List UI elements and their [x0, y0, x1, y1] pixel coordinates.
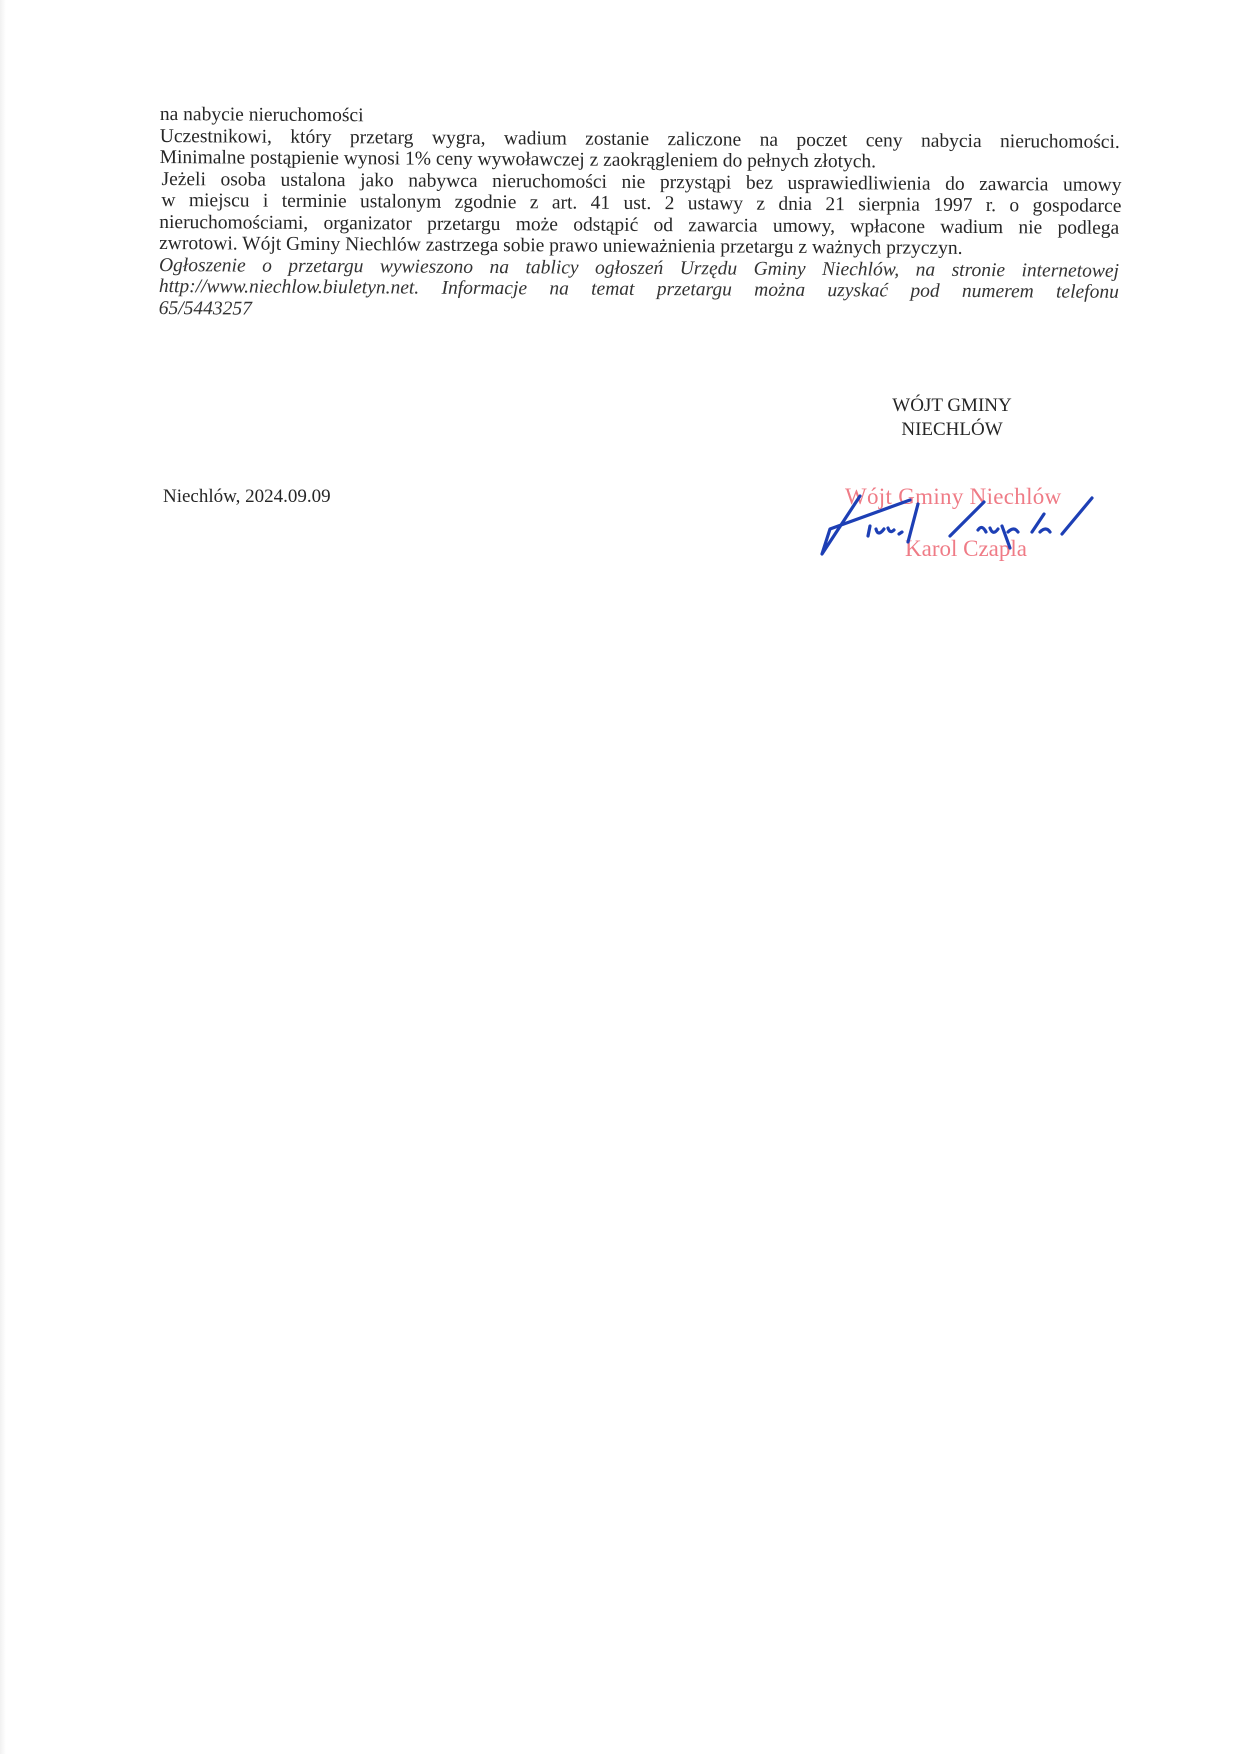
signatory-title-line-1: WÓJT GMINY: [892, 395, 1012, 416]
italic-line: http://www.niechlow.biuletyn.net. Informacje na temat przetargu można uzyskać pod numerem telefonu: [158, 275, 1119, 303]
notice-body: [159, 104, 1120, 325]
handwritten-signature-icon: [800, 474, 1100, 574]
body-line: Uczestnikowi, który przetarg wygra, wadium zostanie zaliczone na poczet ceny nabycia nieruchomości.: [159, 125, 1120, 153]
signature-stamp: [800, 474, 1100, 574]
place-date: Niechlów, 2024.09.09: [163, 486, 331, 507]
signatory-title: [872, 394, 1032, 442]
body-line: na nabycie nieruchomości: [159, 104, 364, 127]
stamp-line-2: Karol Czapla: [905, 536, 1027, 561]
stamp-line-1: Wójt Gminy Niechlów: [845, 484, 1062, 509]
phone-number: 65/5443257: [158, 297, 252, 320]
body-line: w miejscu i terminie ustalonym zgodnie z art. 41 ust. 2 ustawy z dnia 21 sierpnia 1997 r. o gospodarce: [161, 190, 1122, 217]
scan-edge: [0, 0, 6, 1754]
body-line: zwrotowi. Wójt Gminy Niechlów zastrzega sobie prawo unieważnienia przetargu z ważnych przyczyn.: [159, 232, 963, 259]
italic-line: Ogłoszenie o przetargu wywieszono na tablicy ogłoszeń Urzędu Gminy Niechlów, na stronie internetowej: [158, 254, 1120, 282]
signatory-title-line-2: NIECHLÓW: [901, 419, 1003, 440]
body-line: nieruchomościami, organizator przetargu może odstąpić od zawarcia umowy, wpłacone wadium nie podlega: [159, 211, 1120, 239]
body-line: Minimalne postąpienie wynosi 1% ceny wywoławczej z zaokrągleniem do pełnych złotych.: [159, 146, 877, 173]
body-line: Jeżeli osoba ustalona jako nabywca nieruchomości nie przystąpi bez usprawiedliwienia do zawarcia umowy: [161, 168, 1122, 196]
